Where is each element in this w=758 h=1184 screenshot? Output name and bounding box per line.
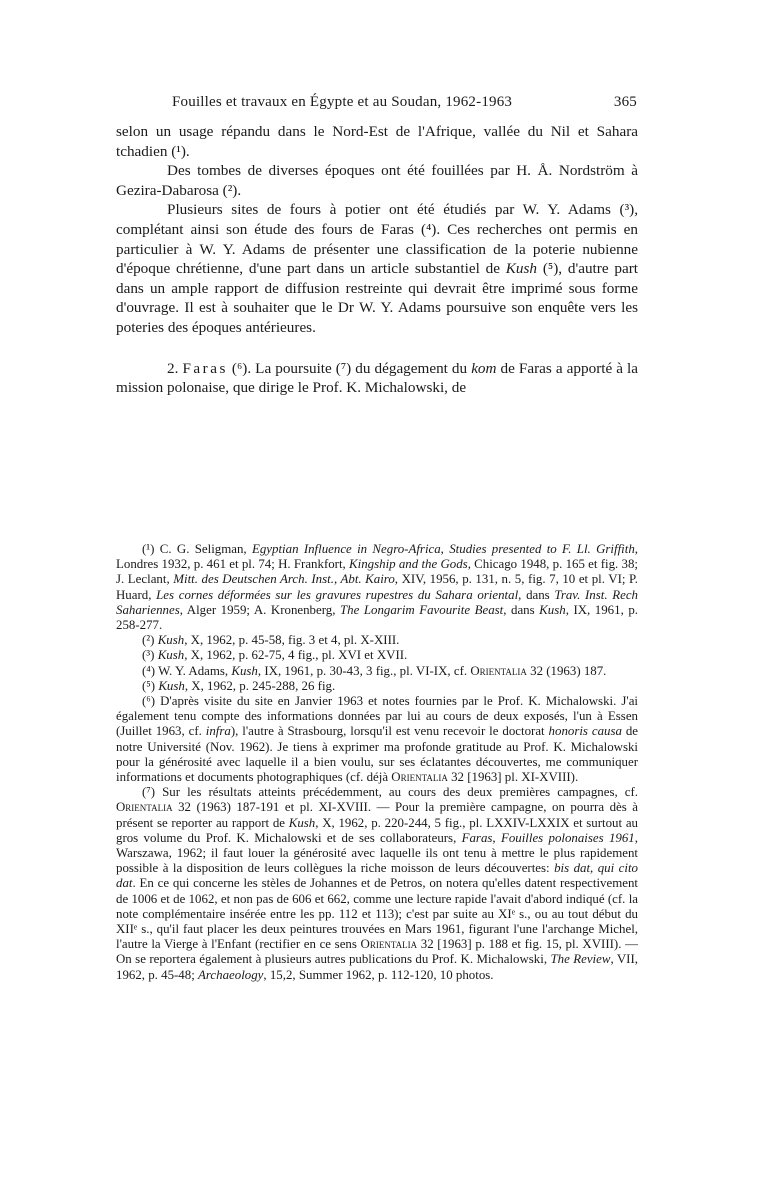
paragraph-3: Plusieurs sites de fours à potier ont été étudiés par W. Y. Adams (³), complétant ainsi son étude des fours de Faras (⁴). Ces recherches ont permis en particulier à W. Y. Adams de présenter une classification de la poterie nubienne d'époque chrétienne, d'une part dans un article substantiel de Kush (⁵), d'autre part dans un ample rapport de diffusion restreinte qui devrait être imprimé sous forme d'ouvrage. Il est à souhaiter que le Dr W. Y. Adams poursuive son enquête vers les poteries des époques antérieures. bbox=[116, 201, 638, 336]
main-text bbox=[116, 122, 638, 398]
page-number: 365 bbox=[613, 94, 637, 110]
footnote-2: (²) Kush, X, 1962, p. 45-58, fig. 3 et 4, pl. X-XIII. bbox=[142, 633, 400, 648]
running-header bbox=[172, 94, 637, 111]
footnote-4: (⁴) W. Y. Adams, Kush, IX, 1961, p. 30-43, 3 fig., pl. VI-IX, cf. Orientalia 32 (1963) 187. bbox=[142, 663, 607, 678]
journal-name: Kush bbox=[505, 260, 538, 278]
footnotes bbox=[116, 542, 638, 983]
section-heading-faras: Faras bbox=[182, 359, 228, 377]
footnote-1: (¹) C. G. Seligman, Egyptian Influence in Negro-Africa, Studies presented to F. Ll. Griffith, Londres 1932, p. 461 et pl. 74; H. Frankfort, Kingship and the Gods, Chicago 1948, p. 165 et fig. 38; J. Leclant, Mitt. des Deutschen Arch. Inst., Abt. Kairo, XIV, 1956, p. 131, n. 5, fig. 7, 10 et pl. VI; P. Huard, Les cornes déformées sur les gravures rupestres du Sahara oriental, dans Trav. Inst. Rech Sahariennes, Alger 1959; A. Kronenberg, The Longarim Favourite Beast, dans Kush, IX, 1961, p. 258-277. bbox=[116, 542, 638, 633]
footnote-7: (⁷) Sur les résultats atteints précédemment, au cours des deux premières campagnes, cf. Orientalia 32 (1963) 187-191 et pl. XI-XVIII. — Pour la première campagne, on pourra dès à présent se reporter au rapport de Kush, X, 1962, p. 220-244, 5 fig., pl. LXXIV-LXXIX et surtout au gros volume du Prof. K. Michalowski et de ses collaborateurs, Faras, Fouilles polonaises 1961, Warszawa, 1962; il faut louer la générosité avec laquelle ils ont tenu à mettre le plus rapidement possible à la disposition de leurs collègues la riche moisson de leurs découvertes: bis dat, qui cito dat. En ce qui concerne les stèles de Johannes et de Petros, on notera qu'elles datent respectivement de 1006 et de 1062, et non pas de 606 et 662, comme une lecture rapide l'avait d'abord indiqué (cf. la note complémentaire insérée entre les pp. 112 et 113); c'est par suite au XIᵉ s., ou au tout début du XIIᵉ s., qu'il faut placer les deux peintures trouvées en Mars 1961, figurant l'une l'archange Michel, l'autre la Vierge à l'Enfant (rectifier en ce sens Orientalia 32 [1963] p. 188 et fig. 15, pl. XVIII). — On se reportera également à plusieurs autres publications du Prof. K. Michalowski, The Review, VII, 1962, p. 45-48; Archaeology, 15,2, Summer 1962, p. 112-120, 10 photos. bbox=[116, 785, 638, 982]
running-title: Fouilles et travaux en Égypte et au Soudan, 1962-1963 bbox=[172, 94, 513, 110]
paragraph-2: Des tombes de diverses époques ont été fouillées par H. Å. Nordström à Gezira-Dabarosa (²). bbox=[116, 162, 638, 199]
section-faras: 2. Faras (⁶). La poursuite (⁷) du dégagement du kom de Faras a apporté à la mission polonaise, que dirige le Prof. K. Michalowski, de bbox=[116, 359, 639, 397]
paragraph-1: selon un usage répandu dans le Nord-Est de l'Afrique, vallée du Nil et Sahara tchadien (¹). bbox=[116, 123, 638, 160]
footnote-3: (³) Kush, X, 1962, p. 62-75, 4 fig., pl. XVI et XVII. bbox=[142, 648, 408, 663]
term-kom: kom bbox=[471, 359, 497, 377]
footnote-5: (⁵) Kush, X, 1962, p. 245-288, 26 fig. bbox=[142, 678, 336, 693]
footnote-6: (⁶) D'après visite du site en Janvier 1963 et notes fournies par le Prof. K. Michalowski. J'ai également tenu compte des informations données par lui au cours de deux exposés, l'un à Essen (Juillet 1963, cf. infra), l'autre à Strasbourg, lorsqu'il est venu recevoir le doctorat honoris causa de notre Université (Nov. 1962). Je tiens à exprimer ma profonde gratitude au Prof. K. Michalowski pour la générosité avec laquelle il a bien voulu, sur ses éclatantes découvertes, me communiquer informations et documents photographiques (cf. déjà Orientalia 32 [1963] pl. XI-XVIII). bbox=[116, 694, 639, 785]
